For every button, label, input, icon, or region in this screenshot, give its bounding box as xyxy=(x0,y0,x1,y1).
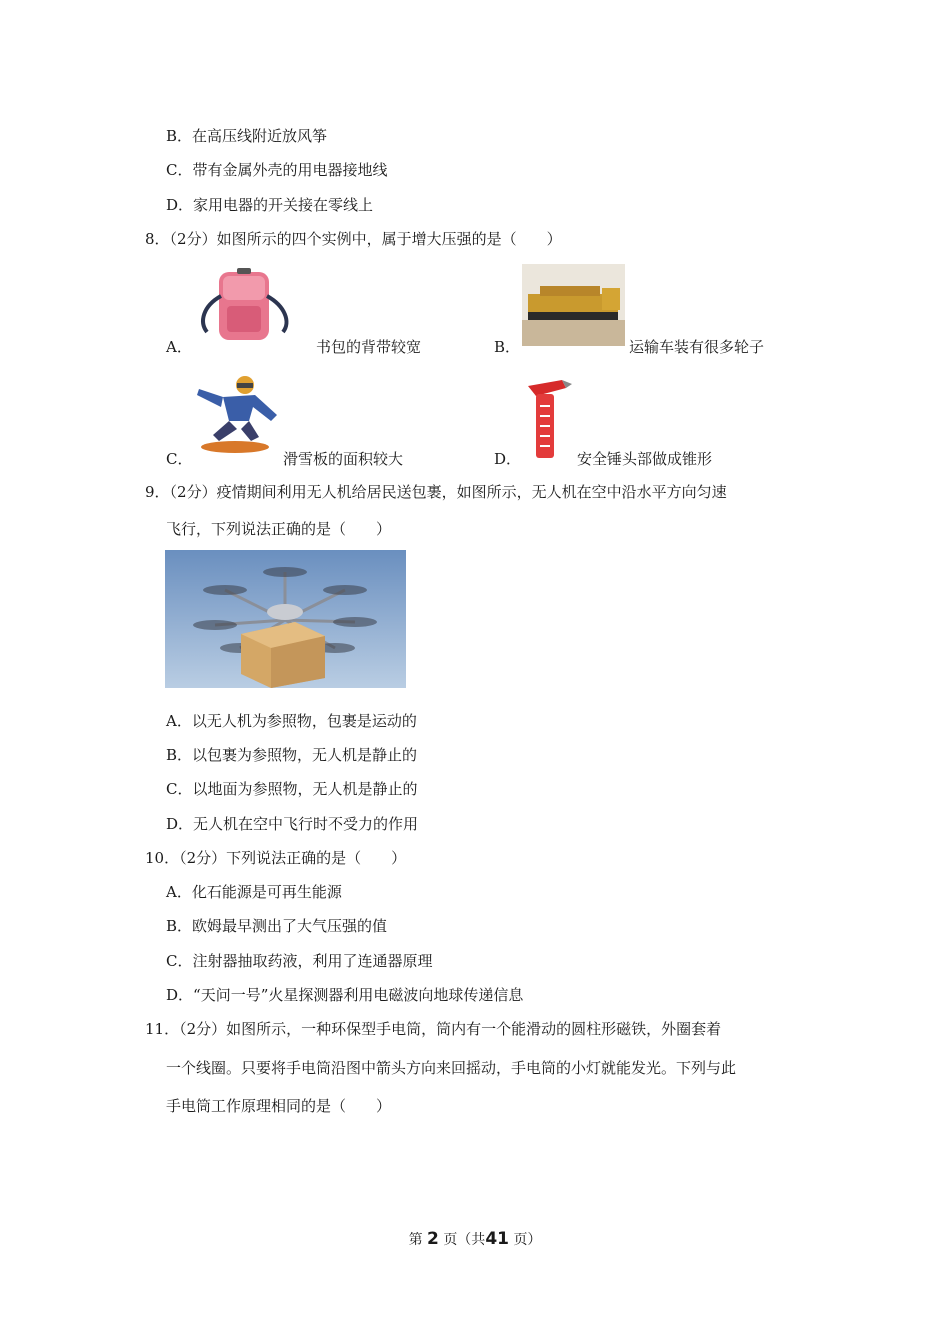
q9-stem-line2: 飞行，下列说法正确的是（ ） xyxy=(166,520,392,538)
q9-stem-line1: 9．（2分）疫情期间利用无人机给居民送包裹，如图所示，无人机在空中沿水平方向匀速 xyxy=(145,483,727,501)
truck-icon xyxy=(522,264,625,346)
q8-option-c-text: 滑雪板的面积较大 xyxy=(283,450,404,468)
q10-option-d: D．“天问一号”火星探测器利用电磁波向地球传递信息 xyxy=(166,986,524,1004)
backpack-icon xyxy=(193,266,301,346)
q10-option-b: B．欧姆最早测出了大气压强的值 xyxy=(166,917,388,935)
drone-delivery-image xyxy=(165,550,406,688)
footer-suffix: 页） xyxy=(513,1232,542,1248)
q8-option-a-text: 书包的背带较宽 xyxy=(316,338,422,356)
q8-option-d-letter: D． xyxy=(494,450,522,468)
q8-option-b-letter: B． xyxy=(494,338,521,356)
q7-option-b: B．在高压线附近放风筝 xyxy=(166,127,328,145)
q8-option-d-text: 安全锤头部做成锥形 xyxy=(577,450,713,468)
snowboarder-icon xyxy=(193,375,279,460)
q8-stem: 8．（2分）如图所示的四个实例中，属于增大压强的是（ ） xyxy=(145,230,562,248)
q9-option-c: C．以地面为参照物，无人机是静止的 xyxy=(166,780,418,798)
page-footer xyxy=(0,1229,950,1249)
q11-stem-line2: 一个线圈。只要将手电筒沿图中箭头方向来回摇动，手电筒的小灯就能发光。下列与此 xyxy=(166,1059,737,1077)
q8-option-b-text: 运输车装有很多轮子 xyxy=(629,338,765,356)
q8-option-a-letter: A． xyxy=(166,338,192,356)
q8-option-c-letter: C． xyxy=(166,450,193,468)
q11-stem-line3: 手电筒工作原理相同的是（ ） xyxy=(166,1097,392,1115)
q10-stem: 10．（2分）下列说法正确的是（ ） xyxy=(145,849,407,867)
q7-option-d: D．家用电器的开关接在零线上 xyxy=(166,196,374,214)
q9-option-d: D．无人机在空中飞行时不受力的作用 xyxy=(166,815,419,833)
footer-page-number: 2 xyxy=(427,1229,439,1249)
safety-hammer-icon xyxy=(522,378,574,462)
q9-option-a: A．以无人机为参照物，包裹是运动的 xyxy=(166,712,417,730)
footer-prefix: 第 xyxy=(408,1232,423,1248)
q7-option-c: C．带有金属外壳的用电器接地线 xyxy=(166,161,388,179)
q10-option-a: A．化石能源是可再生能源 xyxy=(166,883,342,901)
q10-option-c: C．注射器抽取药液，利用了连通器原理 xyxy=(166,952,433,970)
footer-middle: 页（共 xyxy=(443,1232,486,1248)
footer-total-pages: 41 xyxy=(485,1229,509,1249)
q11-stem-line1: 11．（2分）如图所示，一种环保型手电筒，筒内有一个能滑动的圆柱形磁铁，外圈套着 xyxy=(145,1020,722,1038)
q9-option-b: B．以包裹为参照物，无人机是静止的 xyxy=(166,746,418,764)
